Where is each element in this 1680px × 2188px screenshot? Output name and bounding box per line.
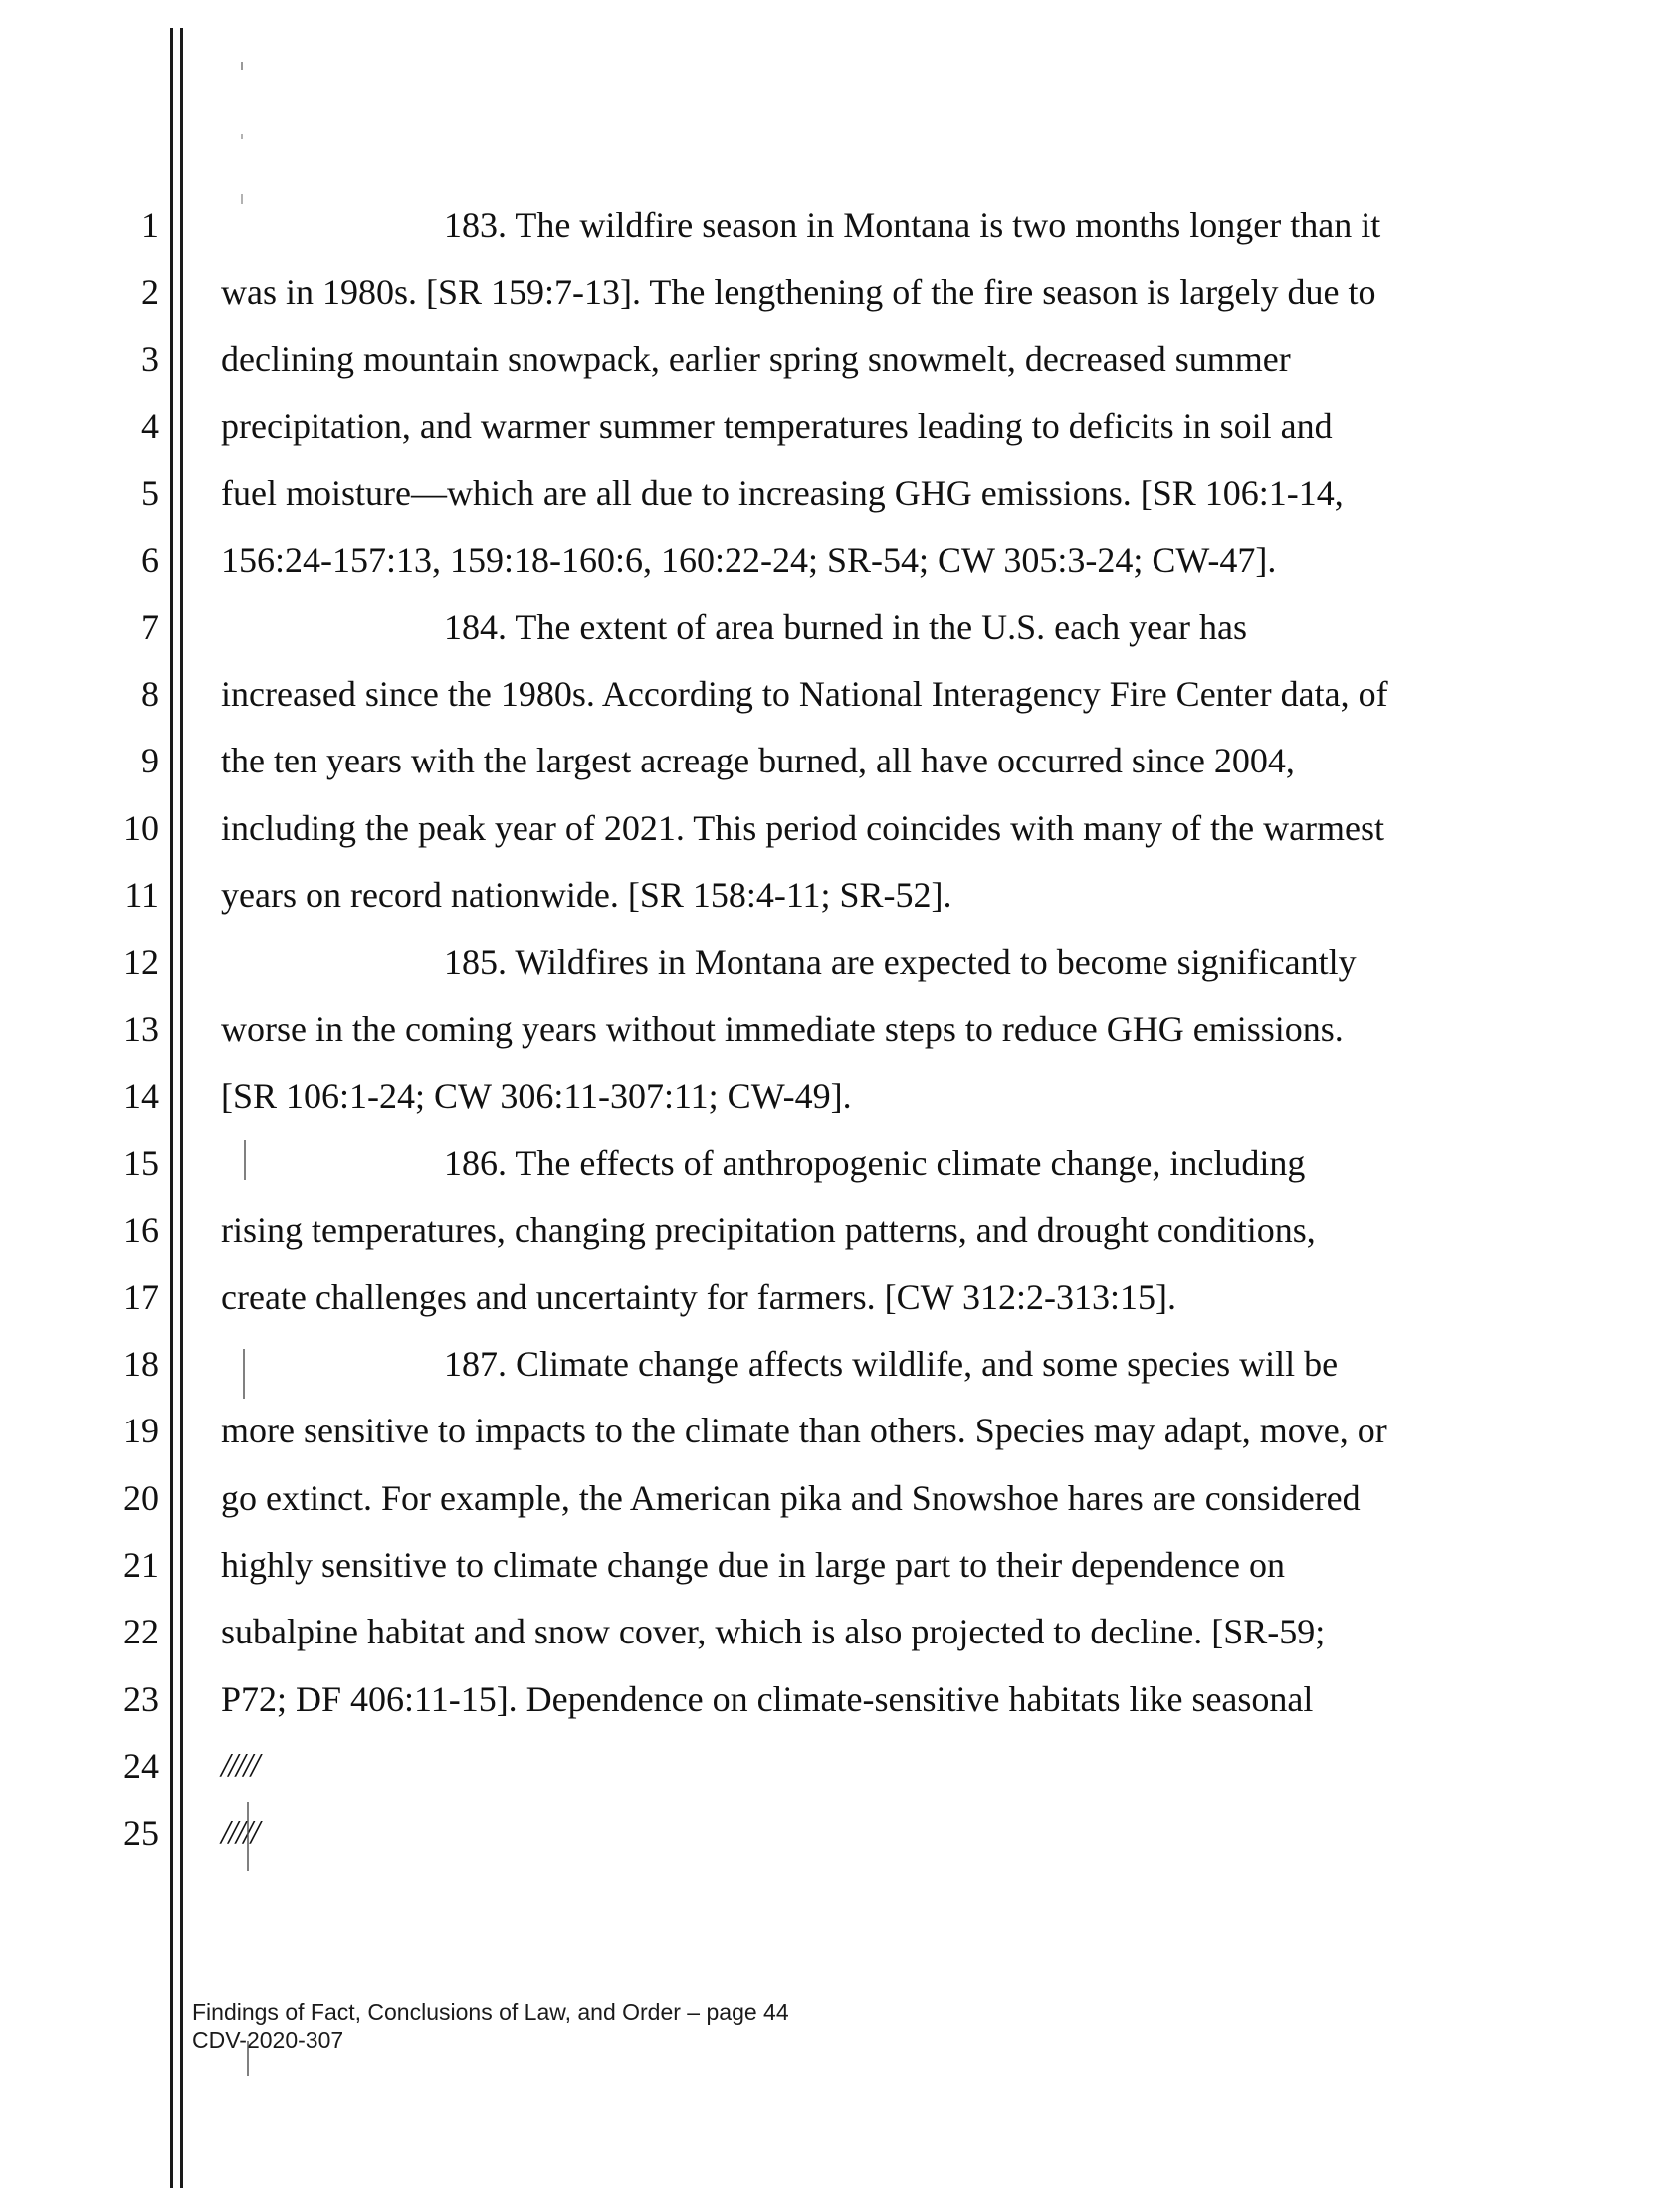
line-number: 7 bbox=[141, 606, 159, 647]
text-line: 156:24-157:13, 159:18-160:6, 160:22-24; SR-54; CW 305:3-24; CW-47]. bbox=[221, 540, 1277, 580]
line-number: 24 bbox=[123, 1745, 159, 1786]
text-line: declining mountain snowpack, earlier spring snowmelt, decreased summer bbox=[221, 338, 1291, 379]
line-number: 1 bbox=[141, 205, 159, 245]
line-number: 16 bbox=[123, 1209, 159, 1250]
line-number: 2 bbox=[141, 272, 159, 313]
footer-case-number: CDV-2020-307 bbox=[192, 2027, 344, 2053]
text-line: ///// bbox=[221, 1814, 259, 1852]
text-line: including the peak year of 2021. This period coincides with many of the warmest bbox=[221, 807, 1385, 848]
line-number: 18 bbox=[123, 1344, 159, 1385]
line-number: 25 bbox=[123, 1813, 159, 1854]
line-number: 3 bbox=[141, 338, 159, 379]
line-number: 8 bbox=[141, 674, 159, 715]
text-line: highly sensitive to climate change due in large part to their dependence on bbox=[221, 1545, 1285, 1585]
line-number: 10 bbox=[123, 807, 159, 848]
paragraph-first-line: 186. The effects of anthropogenic climate change, including bbox=[444, 1143, 1306, 1184]
paragraph-first-line: 185. Wildfires in Montana are expected to become significantly bbox=[444, 942, 1357, 983]
paragraph-first-line: 187. Climate change affects wildlife, and some species will be bbox=[444, 1344, 1339, 1385]
line-number: 11 bbox=[124, 875, 159, 915]
text-line: go extinct. For example, the American pika and Snowshoe hares are considered bbox=[221, 1477, 1361, 1518]
text-line: more sensitive to impacts to the climate than others. Species may adapt, move, or bbox=[221, 1411, 1387, 1451]
text-line: [SR 106:1-24; CW 306:11-307:11; CW-49]. bbox=[221, 1075, 852, 1116]
text-line: fuel moisture—which are all due to increasing GHG emissions. [SR 106:1-14, bbox=[221, 473, 1344, 514]
line-number: 12 bbox=[123, 942, 159, 983]
line-number: 6 bbox=[141, 540, 159, 580]
text-line: was in 1980s. [SR 159:7-13]. The lengthening of the fire season is largely due to bbox=[221, 272, 1376, 313]
line-number: 17 bbox=[123, 1276, 159, 1317]
left-margin-rule-inner bbox=[180, 28, 183, 2188]
text-line: increased since the 1980s. According to National Interagency Fire Center data, of bbox=[221, 674, 1388, 715]
line-number: 9 bbox=[141, 741, 159, 781]
paragraph-first-line: 184. The extent of area burned in the U.S. each year has bbox=[444, 606, 1248, 647]
text-line: create challenges and uncertainty for farmers. [CW 312:2-313:15]. bbox=[221, 1276, 1176, 1317]
text-line: precipitation, and warmer summer temperatures leading to deficits in soil and bbox=[221, 405, 1333, 446]
left-margin-rule-outer bbox=[170, 28, 173, 2188]
text-line: the ten years with the largest acreage burned, all have occurred since 2004, bbox=[221, 741, 1295, 781]
paragraph-first-line: 183. The wildfire season in Montana is two months longer than it bbox=[444, 205, 1381, 245]
line-number: 5 bbox=[141, 473, 159, 514]
line-number: 21 bbox=[123, 1545, 159, 1585]
line-number: 15 bbox=[123, 1143, 159, 1184]
text-line: subalpine habitat and snow cover, which is also projected to decline. [SR-59; bbox=[221, 1612, 1326, 1652]
line-number: 23 bbox=[123, 1678, 159, 1719]
line-number: 20 bbox=[123, 1477, 159, 1518]
text-line: years on record nationwide. [SR 158:4-11; SR-52]. bbox=[221, 875, 952, 915]
line-number: 22 bbox=[123, 1612, 159, 1652]
line-number: 4 bbox=[141, 405, 159, 446]
text-line: worse in the coming years without immediate steps to reduce GHG emissions. bbox=[221, 1008, 1344, 1049]
text-line: rising temperatures, changing precipitation patterns, and drought conditions, bbox=[221, 1209, 1316, 1250]
line-number: 13 bbox=[123, 1008, 159, 1049]
footer-title: Findings of Fact, Conclusions of Law, and Order – page 44 bbox=[192, 1999, 789, 2025]
line-number: 14 bbox=[123, 1075, 159, 1116]
line-number: 19 bbox=[123, 1411, 159, 1451]
text-line: P72; DF 406:11-15]. Dependence on climate-sensitive habitats like seasonal bbox=[221, 1678, 1314, 1719]
text-line: ///// bbox=[221, 1746, 259, 1784]
page-footer bbox=[192, 1998, 789, 2054]
